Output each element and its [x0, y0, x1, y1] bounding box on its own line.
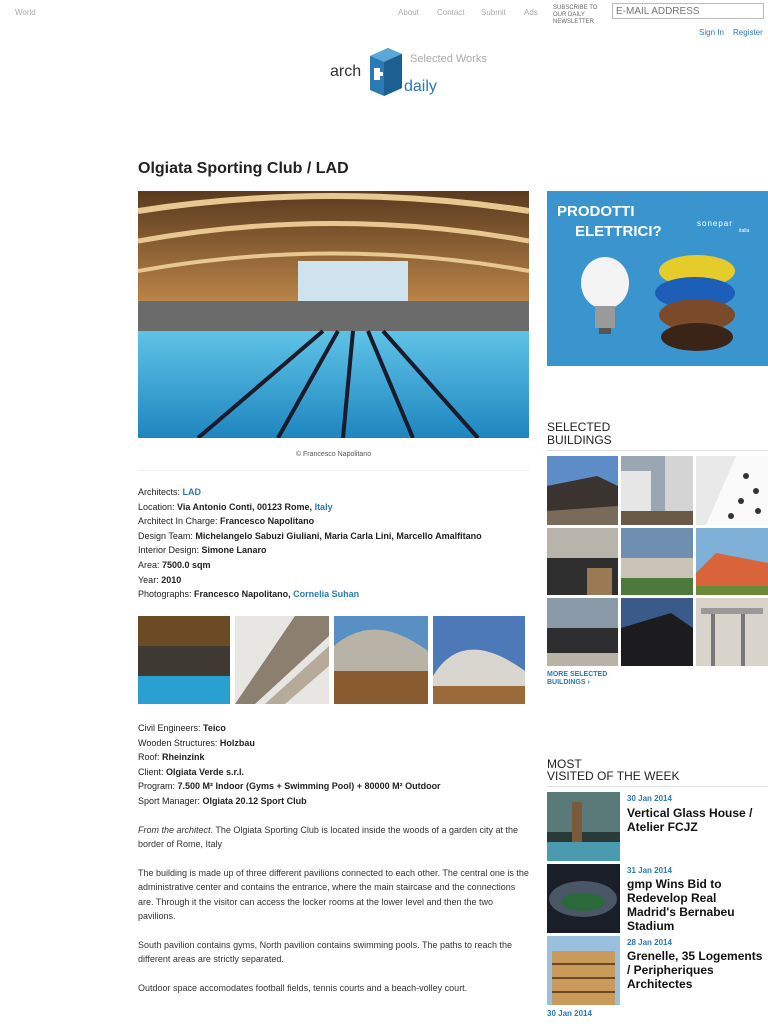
- gallery-thumb[interactable]: [138, 616, 230, 704]
- article-paragraph: Outdoor space accomodates football fields, tennis courts and a beach-volley court.: [138, 983, 468, 993]
- newsletter-label: SUBSCRIBE TO OUR DAILY NEWSLETTER: [553, 5, 598, 25]
- logo-arch-text: arch: [330, 63, 362, 80]
- divider: [547, 450, 768, 451]
- ad-headline-1: PRODOTTI: [557, 203, 635, 220]
- register-link[interactable]: Register: [733, 28, 763, 37]
- ad-brand-sub: italia: [739, 228, 750, 234]
- gallery-thumb[interactable]: [433, 616, 525, 704]
- sonepar-ad-banner[interactable]: [547, 191, 768, 366]
- most-visited-title-link[interactable]: Grenelle, 35 Logements / Peripheriques Architectes: [627, 949, 763, 991]
- detail-civil-engineers: Civil Engineers: Teico: [138, 723, 226, 733]
- detail-design-team: Design Team: Michelangelo Sabuzi Giuliani, Maria Carla Lini, Marcello Amalfitano: [138, 530, 482, 541]
- most-visited-thumb[interactable]: [547, 936, 620, 1005]
- divider: [547, 786, 768, 787]
- article-title: Olgiata Sporting Club / LAD: [138, 160, 349, 177]
- selected-building-thumb[interactable]: [621, 598, 693, 666]
- article-paragraph: South pavilion contains gyms, North pavilion contains swimming pools. The paths to reach the different areas are strictly separated.: [138, 940, 513, 965]
- most-visited-date: 30 Jan 2014: [547, 1009, 592, 1018]
- selected-building-thumb[interactable]: [696, 598, 768, 666]
- nav-world[interactable]: World: [15, 8, 36, 17]
- gallery-thumb[interactable]: [235, 616, 329, 704]
- gallery-thumb[interactable]: [334, 616, 428, 704]
- sign-in-link[interactable]: Sign In: [699, 28, 724, 37]
- selected-building-thumb[interactable]: [547, 528, 618, 595]
- detail-location: Location: Via Antonio Conti, 00123 Rome, Italy: [138, 501, 333, 512]
- article-paragraph: The building is made up of three different pavilions connected to each other. The central one is the administrative center and contains the entrance, where the main staircase and the connections are. Through it the visitor can access the locker rooms at the lower level and then the two pavilions.: [138, 868, 529, 922]
- project-details-2: [138, 721, 441, 809]
- selected-building-thumb[interactable]: [547, 456, 618, 525]
- detail-program: Program: 7.500 M² Indoor (Gyms + Swimming Pool) + 80000 M² Outdoor: [138, 781, 441, 792]
- newsletter-email-input[interactable]: [612, 3, 764, 19]
- most-visited-thumb[interactable]: [547, 864, 620, 933]
- most-visited-heading-1: MOST: [547, 757, 582, 771]
- detail-roof: Roof: Rheinzink: [138, 752, 205, 763]
- most-visited-title-link[interactable]: gmp Wins Bid to Redevelop Real Madrid's Bernabeu Stadium: [627, 877, 735, 933]
- detail-interior-design: Interior Design: Simone Lanaro: [138, 545, 267, 556]
- detail-photographs: Photographs: Francesco Napolitano, Cornelia Suhan: [138, 589, 360, 600]
- divider: [138, 470, 529, 471]
- detail-area: Area: 7500.0 sqm: [138, 559, 211, 570]
- selected-heading-2: BUILDINGS: [547, 433, 612, 447]
- detail-architects: Architects: LAD: [138, 487, 202, 497]
- detail-client: Client: Olgiata Verde s.r.l.: [138, 766, 245, 777]
- logo-daily-text: daily: [404, 78, 437, 95]
- photo-credit: © Francesco Napolitano: [295, 451, 372, 458]
- most-visited-date: 31 Jan 2014: [627, 866, 672, 875]
- most-visited-thumb[interactable]: [547, 792, 620, 861]
- detail-architect-in-charge: Architect In Charge: Francesco Napolitano: [138, 516, 315, 527]
- country-link[interactable]: Italy: [314, 501, 333, 512]
- nav-submit[interactable]: Submit: [481, 8, 506, 17]
- nav-about[interactable]: About: [398, 8, 419, 17]
- ad-brand: sonepar: [697, 219, 733, 228]
- more-selected-buildings-link[interactable]: MORE SELECTED BUILDINGS ›: [547, 671, 608, 686]
- hero-photo[interactable]: [138, 191, 529, 438]
- selected-building-thumb[interactable]: [696, 456, 768, 525]
- photographer-link[interactable]: Cornelia Suhan: [293, 589, 360, 600]
- most-visited-date: 30 Jan 2014: [627, 794, 672, 803]
- selected-building-thumb[interactable]: [696, 528, 768, 595]
- most-visited-title-link[interactable]: Vertical Glass House / Atelier FCJZ: [627, 806, 753, 834]
- nav-contact[interactable]: Contact: [437, 8, 465, 17]
- detail-year: Year: 2010: [138, 574, 182, 585]
- article-intro: From the architect. The Olgiata Sporting Club is located inside the woods of a garden city at the border of Rome, Italy: [138, 825, 519, 850]
- selected-heading-1: SELECTED: [547, 420, 611, 434]
- selected-building-thumb[interactable]: [547, 598, 618, 666]
- detail-sport-manager: Sport Manager: Olgiata 20.12 Sport Club: [138, 795, 307, 806]
- detail-wooden-structures: Wooden Structures: Holzbau: [138, 737, 255, 748]
- architect-link[interactable]: LAD: [182, 487, 202, 497]
- most-visited-date: 28 Jan 2014: [627, 938, 672, 947]
- selected-building-thumb[interactable]: [621, 456, 693, 525]
- nav-ads[interactable]: Ads: [524, 8, 538, 17]
- project-details: [138, 485, 482, 602]
- most-visited-heading-2: VISITED OF THE WEEK: [547, 769, 680, 783]
- logo-tagline: Selected Works: [410, 53, 487, 65]
- ad-headline-2: ELETTRICI?: [575, 223, 662, 240]
- selected-building-thumb[interactable]: [621, 528, 693, 595]
